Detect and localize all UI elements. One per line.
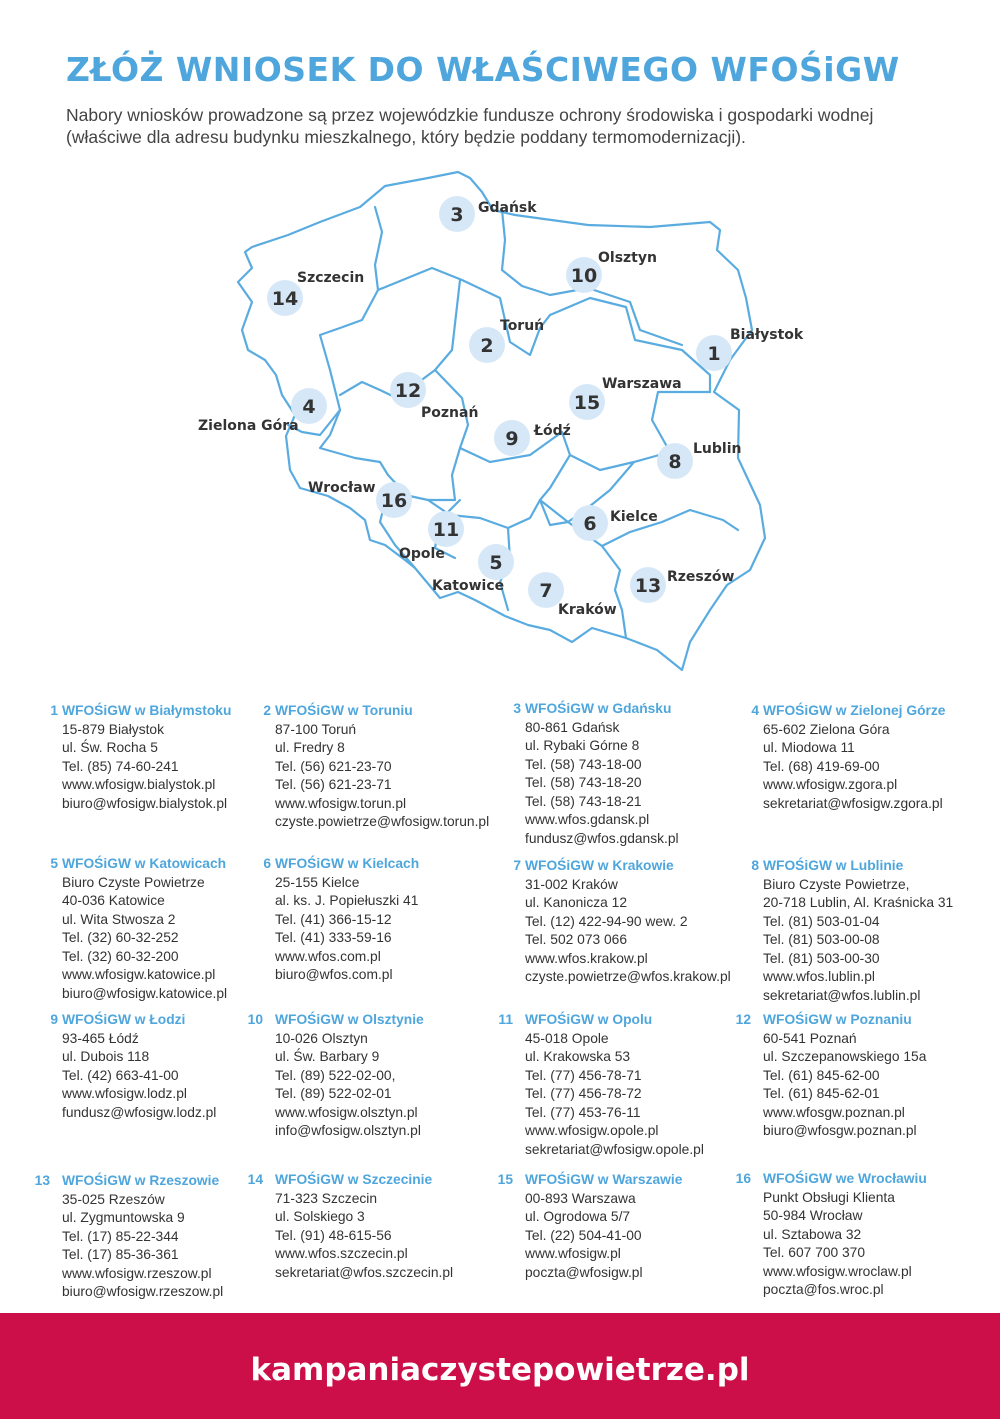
entry-number: 11 xyxy=(498,1012,513,1027)
entry-line: Tel. (56) 621-23-70 xyxy=(275,758,392,774)
entry-line: ul. Wita Stwosza 2 xyxy=(62,911,176,927)
entry-line: ul. Fredry 8 xyxy=(275,740,345,755)
entry-line: Tel. (56) 621-23-71 xyxy=(275,777,392,792)
svg-text:15: 15 xyxy=(573,392,601,414)
fund-entry xyxy=(50,855,228,1003)
entry-email[interactable]: fundusz@wfosigw.lodz.pl xyxy=(62,1104,217,1120)
svg-text:4: 4 xyxy=(302,396,316,418)
svg-text:11: 11 xyxy=(432,519,460,541)
entry-line: ul. Rybaki Górne 8 xyxy=(525,738,640,753)
entry-link[interactable]: www.wfosigw.pl xyxy=(525,1246,621,1261)
fund-entry xyxy=(50,702,232,813)
svg-text:2: 2 xyxy=(480,335,494,357)
map-marker xyxy=(439,196,537,232)
entry-link[interactable]: www.wfos.com.pl xyxy=(275,948,381,964)
poland-map xyxy=(190,170,804,685)
entry-line: 15-879 Białystok xyxy=(62,721,165,737)
entry-link[interactable]: www.wfosigw.opole.pl xyxy=(525,1123,659,1138)
map-marker xyxy=(399,511,464,562)
entry-email[interactable]: sekretariat@wfosigw.opole.pl xyxy=(525,1141,704,1157)
entry-email[interactable]: sekretariat@wfosigw.zgora.pl xyxy=(763,795,943,811)
entry-line: al. ks. J. Popiełuszki 41 xyxy=(275,893,419,908)
entry-line: 20-718 Lublin, Al. Kraśnicka 31 xyxy=(763,895,954,910)
fund-entry xyxy=(751,702,946,813)
entry-line: Tel. (81) 503-01-04 xyxy=(763,913,880,929)
intro-line: Nabory wniosków prowadzone są przez wojewódzkie fundusze ochrony środowiska i gospodarki wodnej xyxy=(66,105,874,125)
entry-line: 45-018 Opole xyxy=(525,1030,609,1046)
entry-link[interactable]: www.wfos.krakow.pl xyxy=(525,950,648,966)
entry-link[interactable]: www.wfosigw.katowice.pl xyxy=(62,967,216,982)
entry-line: Tel. 607 700 370 xyxy=(763,1245,866,1260)
entry-line: 80-861 Gdańsk xyxy=(525,719,620,735)
map-marker xyxy=(494,420,571,456)
entry-line: Tel. (61) 845-62-01 xyxy=(763,1086,880,1101)
entry-line: Tel. (91) 48-615-56 xyxy=(275,1227,392,1243)
entry-line: Tel. (58) 743-18-00 xyxy=(525,756,642,772)
entry-line: Tel. 502 073 066 xyxy=(525,932,628,947)
svg-text:12: 12 xyxy=(394,380,422,402)
entry-line: Tel. (61) 845-62-00 xyxy=(763,1067,880,1083)
svg-text:14: 14 xyxy=(271,288,299,310)
entry-line: Tel. (68) 419-69-00 xyxy=(763,758,880,774)
svg-text:Szczecin: Szczecin xyxy=(297,270,365,286)
entry-link[interactable]: www.wfosigw.zgora.pl xyxy=(763,777,898,792)
svg-text:7: 7 xyxy=(539,580,553,602)
svg-text:Lublin: Lublin xyxy=(693,441,742,457)
entry-number: 12 xyxy=(735,1012,751,1027)
intro-line: (właściwe dla adresu budynku mieszkalnego, który będzie poddany termomodernizacji). xyxy=(66,127,746,147)
fund-entry xyxy=(50,1011,217,1122)
entry-line: 35-025 Rzeszów xyxy=(62,1191,165,1207)
map-marker xyxy=(569,376,682,420)
entry-line: Biuro Czyste Powietrze xyxy=(62,874,205,890)
entry-link[interactable]: www.wfosigw.torun.pl xyxy=(275,795,407,811)
entry-line: Tel. (81) 503-00-30 xyxy=(763,950,880,966)
entry-line: Punkt Obsługi Klienta xyxy=(763,1189,895,1205)
svg-text:10: 10 xyxy=(570,265,598,287)
entry-number: 9 xyxy=(50,1012,58,1027)
entry-line: 00-893 Warszawa xyxy=(525,1190,636,1206)
svg-text:Wrocław: Wrocław xyxy=(308,480,376,496)
map-marker xyxy=(469,318,544,363)
entry-number: 1 xyxy=(50,703,58,718)
entry-line: Tel. (22) 504-41-00 xyxy=(525,1227,642,1243)
entry-number: 16 xyxy=(735,1171,751,1186)
entry-title: WFOŚiGW w Zielonej Górze xyxy=(763,703,946,718)
svg-text:Poznań: Poznań xyxy=(421,405,479,421)
entry-email[interactable]: poczta@fos.wroc.pl xyxy=(763,1282,884,1297)
map-marker xyxy=(572,505,658,541)
entry-link[interactable]: www.wfosigw.olsztyn.pl xyxy=(275,1104,418,1120)
svg-text:Toruń: Toruń xyxy=(500,318,545,334)
svg-text:1: 1 xyxy=(707,343,721,365)
fund-entry xyxy=(751,857,954,1005)
entry-line: Tel. (77) 456-78-71 xyxy=(525,1067,642,1083)
entry-email[interactable]: biuro@wfosigw.katowice.pl xyxy=(62,985,228,1001)
entry-email[interactable]: biuro@wfosigw.bialystok.pl xyxy=(62,795,228,811)
fund-entry xyxy=(263,702,490,832)
entry-number: 7 xyxy=(513,858,521,873)
entry-line: Tel. (41) 366-15-12 xyxy=(275,911,392,927)
entry-line: ul. Sztabowa 32 xyxy=(763,1226,862,1242)
entry-number: 3 xyxy=(513,701,521,716)
entry-line: Tel. (77) 453-76-11 xyxy=(525,1104,641,1120)
entry-title: WFOŚiGW w Białymstoku xyxy=(62,703,232,718)
entry-line: Tel. (41) 333-59-16 xyxy=(275,930,392,945)
entry-line: ul. Św. Barbary 9 xyxy=(275,1049,380,1064)
entry-line: ul. Miodowa 11 xyxy=(763,740,855,755)
entry-email[interactable]: fundusz@wfos.gdansk.pl xyxy=(525,830,679,846)
entry-title: WFOŚiGW w Łodzi xyxy=(62,1012,186,1027)
svg-text:16: 16 xyxy=(380,490,408,512)
entry-line: 25-155 Kielce xyxy=(275,874,360,890)
map-marker xyxy=(696,327,804,371)
svg-text:Zielona Góra: Zielona Góra xyxy=(198,418,299,434)
entry-line: ul. Kanonicza 12 xyxy=(525,895,628,910)
svg-text:Kraków: Kraków xyxy=(558,602,617,618)
fund-entry xyxy=(735,1170,927,1300)
svg-text:Łódź: Łódź xyxy=(534,423,571,439)
entry-line: Biuro Czyste Powietrze, xyxy=(763,876,910,892)
svg-text:8: 8 xyxy=(668,451,682,473)
entry-email[interactable]: info@wfosigw.olsztyn.pl xyxy=(275,1123,421,1138)
entry-email[interactable]: czyste.powietrze@wfosigw.torun.pl xyxy=(275,814,490,829)
entry-line: Tel. (81) 503-00-08 xyxy=(763,932,880,947)
fund-entry xyxy=(247,1011,424,1141)
entry-link[interactable]: www.wfosigw.rzeszow.pl xyxy=(62,1265,212,1281)
entry-line: Tel. (42) 663-41-00 xyxy=(62,1067,179,1083)
entry-line: 60-541 Poznań xyxy=(763,1030,857,1046)
svg-text:Białystok: Białystok xyxy=(730,327,804,343)
map-marker xyxy=(566,250,657,293)
entry-link[interactable]: www.wfosgw.poznan.pl xyxy=(763,1104,905,1120)
fund-entry xyxy=(513,857,731,987)
entry-title: WFOŚiGW we Wrocławiu xyxy=(763,1171,927,1186)
fund-entry xyxy=(34,1172,224,1302)
entry-title: WFOŚiGW w Krakowie xyxy=(525,858,674,873)
entry-email[interactable]: sekretariat@wfos.lublin.pl xyxy=(763,987,921,1003)
entry-link[interactable]: www.wfosigw.lodz.pl xyxy=(62,1086,187,1101)
svg-text:Katowice: Katowice xyxy=(432,578,505,594)
entry-email[interactable]: czyste.powietrze@wfos.krakow.pl xyxy=(525,969,731,984)
svg-text:5: 5 xyxy=(489,552,503,574)
entry-number: 8 xyxy=(751,858,759,873)
entry-title: WFOŚiGW w Rzeszowie xyxy=(62,1173,220,1188)
entry-line: Tel. (89) 522-02-00, xyxy=(275,1067,396,1083)
footer-banner xyxy=(0,1313,1000,1419)
entry-number: 15 xyxy=(497,1172,513,1187)
entry-line: 71-323 Szczecin xyxy=(275,1190,378,1206)
entry-title: WFOŚiGW w Opolu xyxy=(525,1012,653,1027)
map-marker xyxy=(657,441,741,479)
entry-link[interactable]: www.wfosigw.wroclaw.pl xyxy=(763,1263,912,1279)
entry-line: Tel. (32) 60-32-252 xyxy=(62,930,179,945)
entry-email[interactable]: biuro@wfos.com.pl xyxy=(275,967,393,982)
svg-text:Warszawa: Warszawa xyxy=(602,376,682,392)
entry-line: 31-002 Kraków xyxy=(525,876,618,892)
entry-line: ul. Zygmuntowska 9 xyxy=(62,1210,185,1225)
entry-line: 93-465 Łódź xyxy=(62,1030,139,1046)
entry-title: WFOŚiGW w Warszawie xyxy=(525,1172,683,1187)
entry-number: 10 xyxy=(247,1012,263,1027)
svg-text:9: 9 xyxy=(505,428,519,450)
entry-title: WFOŚiGW w Szczecinie xyxy=(275,1172,433,1187)
entry-link[interactable]: www.wfos.gdansk.pl xyxy=(525,812,650,827)
entry-number: 13 xyxy=(34,1173,50,1188)
map-marker xyxy=(198,388,327,434)
entry-email[interactable]: biuro@wfosigw.rzeszow.pl xyxy=(62,1284,224,1299)
entry-line: Tel. (89) 522-02-01 xyxy=(275,1086,392,1101)
intro-text xyxy=(66,104,946,148)
entry-line: Tel. (77) 456-78-72 xyxy=(525,1086,642,1101)
svg-text:3: 3 xyxy=(450,204,464,226)
svg-text:Olsztyn: Olsztyn xyxy=(598,250,657,266)
entry-line: ul. Św. Rocha 5 xyxy=(62,740,158,755)
entry-line: ul. Szczepanowskiego 15a xyxy=(763,1049,927,1064)
entry-line: 65-602 Zielona Góra xyxy=(763,721,890,737)
svg-text:13: 13 xyxy=(634,575,662,597)
entry-title: WFOŚiGW w Kielcach xyxy=(275,856,420,871)
entry-link[interactable]: www.wfosigw.bialystok.pl xyxy=(62,777,216,792)
entry-email[interactable]: biuro@wfosgw.poznan.pl xyxy=(763,1123,917,1138)
entry-number: 4 xyxy=(751,703,759,718)
entry-line: Tel. (58) 743-18-20 xyxy=(525,775,642,790)
entry-number: 5 xyxy=(50,856,58,871)
entry-title: WFOŚiGW w Lublinie xyxy=(763,858,904,873)
entry-line: Tel. (17) 85-36-361 xyxy=(62,1247,179,1262)
entry-title: WFOŚiGW w Poznaniu xyxy=(763,1012,912,1027)
entry-title: WFOŚiGW w Toruniu xyxy=(275,703,413,718)
fund-entry xyxy=(498,1011,704,1159)
fund-entry xyxy=(247,1171,454,1282)
entry-line: ul. Dubois 118 xyxy=(62,1049,150,1064)
entry-line: Tel. (17) 85-22-344 xyxy=(62,1228,179,1244)
entry-line: ul. Ogrodowa 5/7 xyxy=(525,1209,631,1224)
entry-line: ul. Solskiego 3 xyxy=(275,1209,365,1224)
map-marker xyxy=(267,270,364,316)
entry-link[interactable]: www.wfos.lublin.pl xyxy=(763,969,875,984)
entry-title: WFOŚiGW w Olsztynie xyxy=(275,1012,424,1027)
entry-line: Tel. (85) 74-60-241 xyxy=(62,758,179,774)
entry-line: ul. Krakowska 53 xyxy=(525,1049,631,1064)
entry-line: Tel. (32) 60-32-200 xyxy=(62,948,179,964)
svg-text:Kielce: Kielce xyxy=(610,509,658,525)
svg-text:Rzeszów: Rzeszów xyxy=(667,569,735,585)
entry-number: 2 xyxy=(263,703,271,718)
entry-title: WFOŚiGW w Gdańsku xyxy=(525,701,672,716)
map-marker xyxy=(390,372,478,421)
fund-entry xyxy=(497,1171,683,1282)
entry-line: 50-984 Wrocław xyxy=(763,1208,863,1223)
entry-line: 87-100 Toruń xyxy=(275,721,357,737)
campaign-link[interactable]: kampaniaczystepowietrze.pl xyxy=(250,1352,750,1388)
fund-entry xyxy=(513,700,679,848)
entry-line: 40-036 Katowice xyxy=(62,893,165,908)
entry-link[interactable]: www.wfos.szczecin.pl xyxy=(275,1246,408,1261)
svg-text:Opole: Opole xyxy=(399,546,445,562)
entry-number: 14 xyxy=(247,1172,263,1187)
map-marker xyxy=(528,572,617,618)
entry-title: WFOŚiGW w Katowicach xyxy=(62,856,227,871)
fund-entry xyxy=(263,855,420,985)
entry-line: Tel. (58) 743-18-21 xyxy=(525,793,642,809)
entry-email[interactable]: sekretariat@wfos.szczecin.pl xyxy=(275,1264,454,1280)
fund-entry xyxy=(735,1011,927,1141)
entry-number: 6 xyxy=(263,856,271,871)
entry-line: Tel. (12) 422-94-90 wew. 2 xyxy=(525,913,688,929)
entry-email[interactable]: poczta@wfosigw.pl xyxy=(525,1264,643,1280)
map-marker xyxy=(308,480,412,518)
entry-line: 10-026 Olsztyn xyxy=(275,1030,368,1046)
svg-text:Gdańsk: Gdańsk xyxy=(478,200,537,216)
page-title: ZŁÓŻ WNIOSEK DO WŁAŚCIWEGO WFOŚiGW xyxy=(66,50,900,89)
svg-text:6: 6 xyxy=(583,513,597,535)
